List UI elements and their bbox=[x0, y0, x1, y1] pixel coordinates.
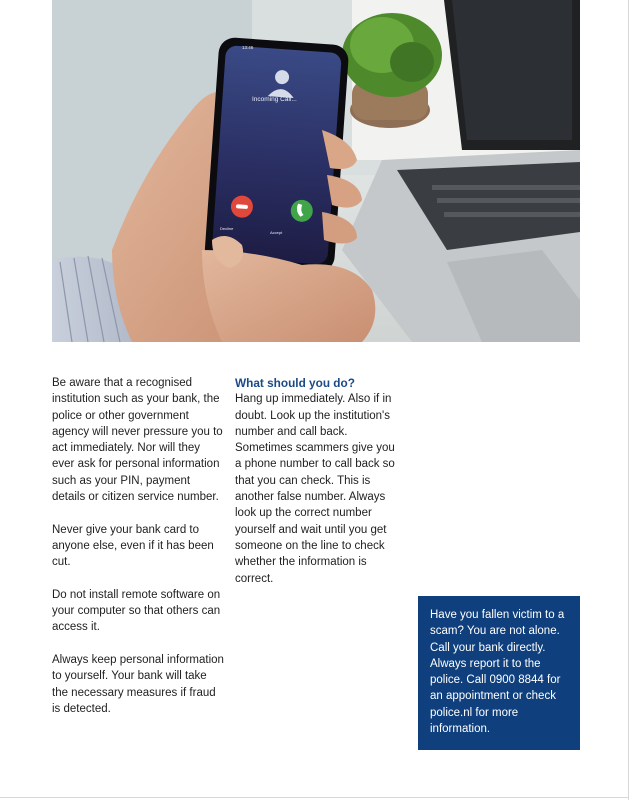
victim-callout-text: Have you fallen victim to a scam? You are not alone. Call your bank directly. Always report it to the police. Call 0900 8844 for an appointment or check police.nl for more information. bbox=[430, 609, 565, 736]
paragraph-bank-card: Never give your bank card to anyone else, even if it has been cut. bbox=[52, 523, 214, 569]
what-to-do-heading: What should you do? bbox=[235, 376, 355, 390]
what-to-do-column bbox=[235, 375, 395, 587]
advice-column bbox=[52, 375, 224, 734]
page-edge-bottom bbox=[0, 797, 629, 798]
paragraph-pressure-warning: Be aware that a recognised institution such as your bank, the police or other government agency will never pressure you to act immediately. Nor will they ever ask for personal information such as your PIN, payment details or citizen service number. bbox=[52, 377, 223, 504]
paragraph-remote-software: Do not install remote software on your computer so that others can access it. bbox=[52, 588, 221, 634]
phone-time: 13:46 bbox=[242, 45, 254, 50]
what-to-do-body: Hang up immediately. Also if in doubt. Look up the institution's number and call back. Sometimes scammers give you a phone number to call back so that you can check. This is another false number. Always look up the correct number yourself and wait until you get someone on the line to check whether the information is correct. bbox=[235, 393, 395, 585]
accept-label: Accept bbox=[270, 230, 283, 235]
paragraph-personal-info: Always keep personal information to yourself. Your bank will take the necessary measures if fraud is detected. bbox=[52, 654, 224, 715]
hero-photo bbox=[52, 0, 580, 342]
phone-call-illustration bbox=[52, 0, 580, 342]
decline-label: Decline bbox=[220, 226, 234, 231]
incoming-call-label: Incoming Call... bbox=[252, 96, 297, 103]
victim-callout-box bbox=[418, 596, 580, 750]
